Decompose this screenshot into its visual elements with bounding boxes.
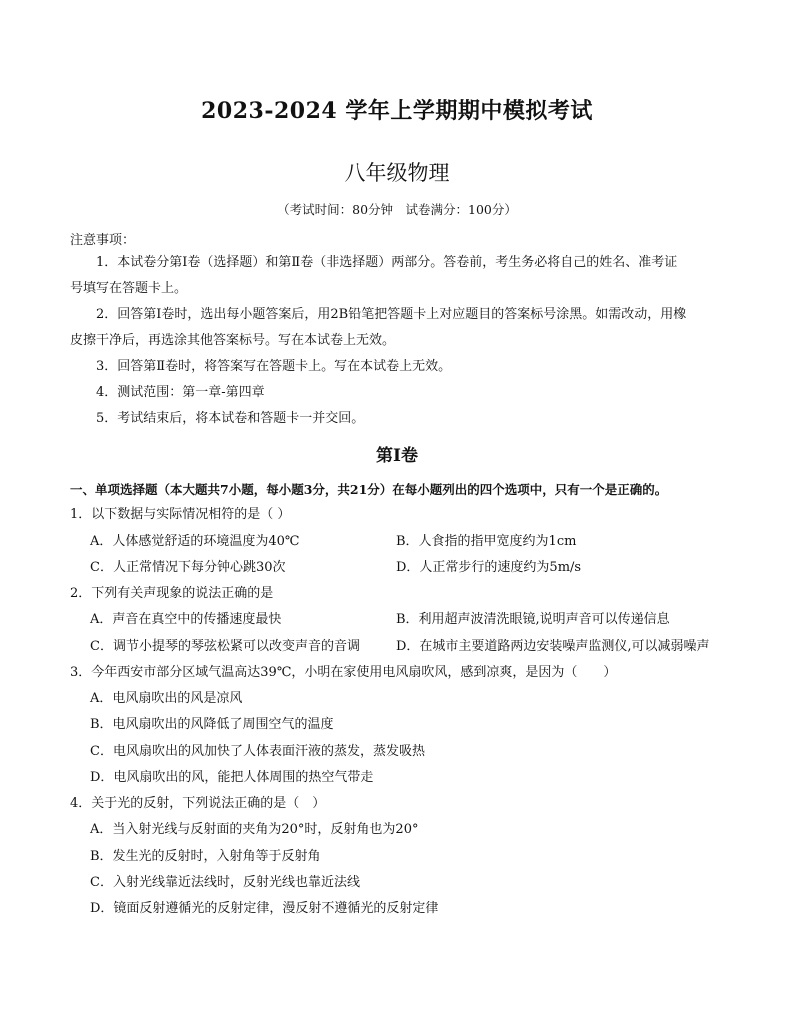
- question-stem: 1．以下数据与实际情况相符的是（ ）: [70, 507, 291, 522]
- note-line: 3．回答第Ⅱ卷时，将答案写在答题卡上。写在本试卷上无效。: [96, 359, 452, 374]
- notes-heading: 注意事项：: [70, 233, 136, 248]
- exam-info: （考试时间：80分钟 试卷满分：100分）: [277, 202, 517, 217]
- question-stem: 2．下列有关声现象的说法正确的是: [70, 586, 274, 601]
- question-option: A．电风扇吹出的风是凉风: [90, 691, 243, 706]
- note-line: 2．回答第Ⅰ卷时，选出每小题答案后，用2B铅笔把答题卡上对应题目的答案标号涂黑。如需改动，用橡: [96, 307, 687, 322]
- question-stem: 3．今年西安市部分区域气温高达39℃，小明在家使用电风扇吹风，感到凉爽，是因为（ ）: [70, 665, 617, 680]
- question-option: D．电风扇吹出的风，能把人体周围的热空气带走: [90, 770, 374, 785]
- question-option: D．人正常步行的速度约为5m/s: [396, 560, 582, 575]
- question-option: C．人正常情况下每分钟心跳30次: [90, 560, 286, 575]
- question-option: D．在城市主要道路两边安装噪声监测仪,可以减弱噪声: [396, 639, 710, 654]
- question-option: B．发生光的反射时，入射角等于反射角: [90, 849, 321, 864]
- note-line: 号填写在答题卡上。: [70, 281, 188, 296]
- question-option: A．声音在真空中的传播速度最快: [90, 612, 282, 627]
- question-option: C．入射光线靠近法线时，反射光线也靠近法线: [90, 875, 360, 890]
- section-title: 第Ⅰ卷: [376, 446, 418, 466]
- question-option: C．电风扇吹出的风加快了人体表面汗液的蒸发，蒸发吸热: [90, 744, 425, 759]
- question-stem: 4．关于光的反射，下列说法正确的是（ ）: [70, 796, 326, 811]
- section-instruction: 一、单项选择题（本大题共7小题，每小题3分，共21分）在每小题列出的四个选项中，只有一个是正确的。: [70, 482, 668, 497]
- question-option: A．人体感觉舒适的环境温度为40℃: [90, 534, 300, 549]
- question-option: B．利用超声波清洗眼镜,说明声音可以传递信息: [396, 612, 670, 627]
- page-title: 2023-2024 学年上学期期中模拟考试: [201, 98, 593, 124]
- note-line: 4．测试范围：第一章-第四章: [96, 385, 265, 400]
- question-option: A．当入射光线与反射面的夹角为20°时，反射角也为20°: [90, 822, 419, 837]
- question-option: B．电风扇吹出的风降低了周围空气的温度: [90, 717, 334, 732]
- page-subtitle: 八年级物理: [344, 161, 450, 185]
- note-line: 5．考试结束后，将本试卷和答题卡一并交回。: [96, 411, 365, 426]
- note-line: 1．本试卷分第Ⅰ卷（选择题）和第Ⅱ卷（非选择题）两部分。答卷前，考生务必将自己的姓名、准考证: [96, 255, 678, 270]
- question-option: B．人食指的指甲宽度约为1cm: [396, 534, 577, 549]
- question-option: D．镜面反射遵循光的反射定律，漫反射不遵循光的反射定律: [90, 901, 439, 916]
- note-line: 皮擦干净后，再选涂其他答案标号。写在本试卷上无效。: [70, 333, 396, 348]
- question-option: C．调节小提琴的琴弦松紧可以改变声音的音调: [90, 639, 360, 654]
